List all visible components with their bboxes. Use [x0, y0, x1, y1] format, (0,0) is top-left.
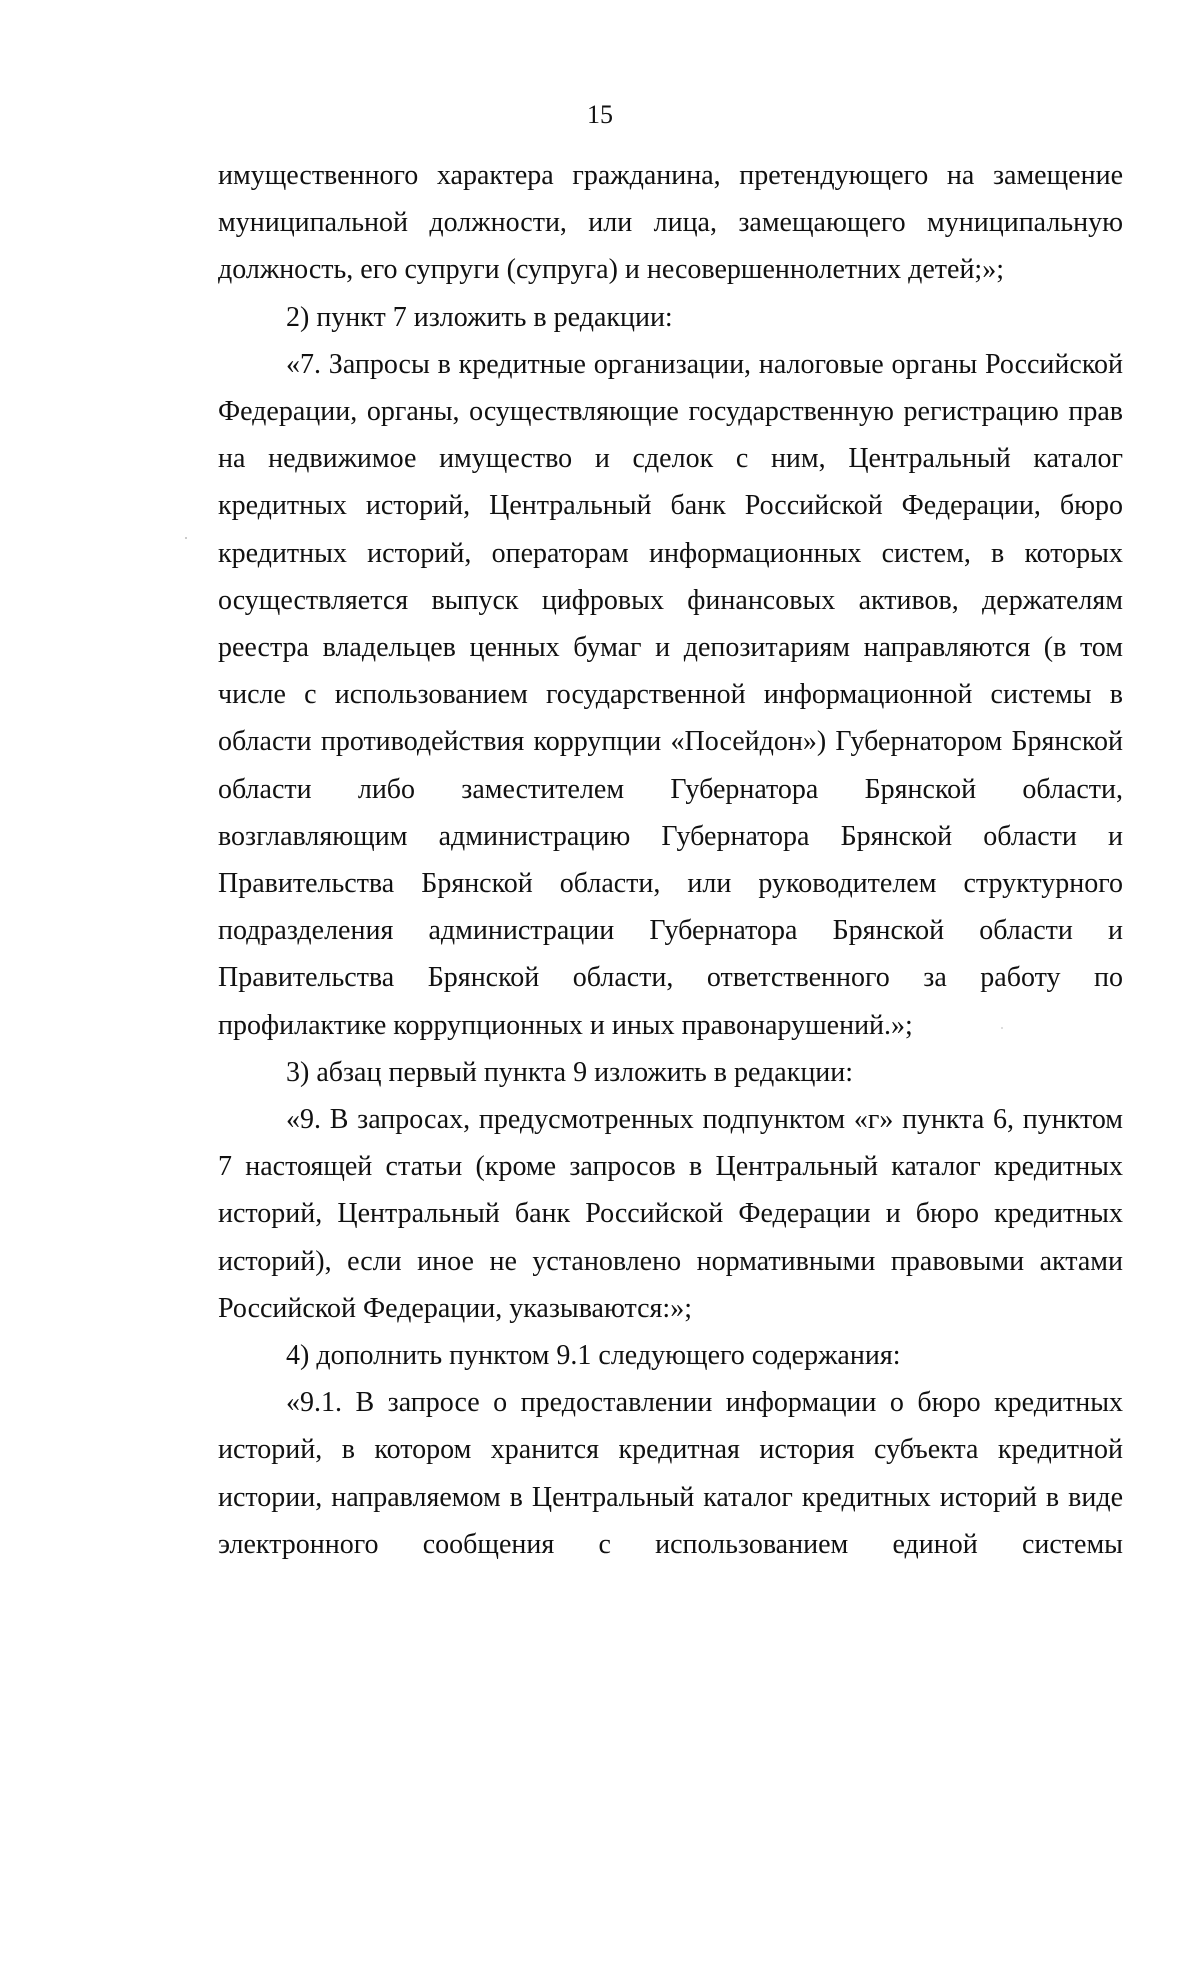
paragraph-item-3: 3) абзац первый пункта 9 изложить в редакции: — [286, 1056, 854, 1088]
paragraph-item-4: 4) дополнить пунктом 9.1 следующего содержания: — [286, 1340, 901, 1372]
paragraph-clause-9: «9. В запросах, предусмотренных подпунктом «г» пункта 6, пунктом 7 настоящей статьи (кроме запросов в Центральный каталог кредитных историй, Центральный банк Российской Федерации и бюро кредитных историй), если иное не установлено нормативными правовыми актами Российской Федерации, указываются:»; — [218, 1104, 1123, 1324]
paragraph-clause-7: «7. Запросы в кредитные организации, налоговые органы Российской Федерации, органы, осуществляющие государственную регистрацию прав на недвижимое имущество и сделок с ним, Центральный каталог кредитных историй, Центральный банк Российской Федерации, бюро кредитных историй, операторам информационных систем, в которых осуществляется выпуск цифровых финансовых активов, держателям реестра владельцев ценных бумаг и депозитариям направляются (в том числе с использованием государственной информационной системы в области противодействия коррупции «Посейдон») Губернатором Брянской области либо заместителем Губернатора Брянской области, возглавляющим администрацию Губернатора Брянской области и Правительства Брянской области, или руководителем структурного подразделения администрации Губернатора Брянской области и Правительства Брянской области, ответственного за работу по профилактике коррупционных и иных правонарушений.»; — [218, 348, 1123, 1041]
paragraph-clause-9-1: «9.1. В запросе о предоставлении информации о бюро кредитных историй, в котором хранится кредитная история субъекта кредитной истории, направляемом в Центральный каталог кредитных историй в виде электронного сообщения с использованием единой системы — [218, 1387, 1123, 1560]
paragraph-continuation: имущественного характера гражданина, претендующего на замещение муниципальной должности, или лица, замещающего муниципальную должность, его супруги (супруга) и несовершеннолетних детей;»; — [218, 160, 1123, 286]
scan-speck — [185, 537, 187, 539]
document-body — [218, 152, 1123, 1568]
paragraph-item-2: 2) пункт 7 изложить в редакции: — [286, 301, 673, 333]
page-number: 15 — [587, 100, 613, 129]
